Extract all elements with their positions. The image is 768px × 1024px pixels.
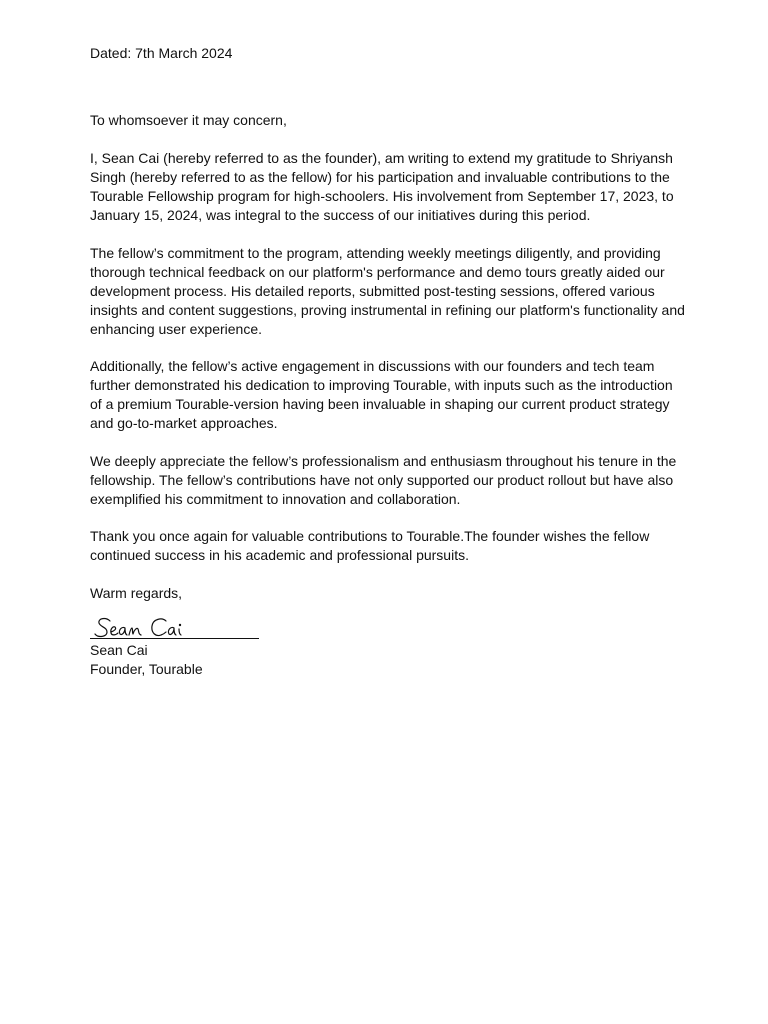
text-line: Tourable Fellowship program for high-schoolers. His involvement from September 17, 2023, to [90,187,674,204]
paragraph-commitment [90,244,690,339]
paragraph-thanks [90,527,690,565]
text-line: The fellow’s commitment to the program, attending weekly meetings diligently, and providing [90,245,661,261]
letter-date: Dated: 7th March 2024 [90,45,233,61]
letter-salutation: To whomsoever it may concern, [90,112,287,128]
text-line: fellowship. The fellow’s contributions have not only supported our product rollout but have also [90,471,674,488]
text-line: development process. His detailed reports, submitted post-testing sessions, offered various [90,282,655,299]
text-line: Additionally, the fellow’s active engagement in discussions with our founders and tech team [90,358,655,374]
text-line: continued success in his academic and professional pursuits. [90,546,469,563]
text-line: I, Sean Cai (hereby referred to as the founder), am writing to extend my gratitude to Shriyansh [90,150,673,166]
text-line: Singh (hereby referred to as the fellow) for his participation and invaluable contributions to the [90,168,670,185]
text-line: Thank you once again for valuable contributions to Tourable.The founder wishes the fellow [90,528,650,544]
text-line: thorough technical feedback on our platform's performance and demo tours greatly aided our [90,263,665,280]
text-line: enhancing user experience. [90,320,263,337]
handwritten-signature [90,612,260,640]
signature-line [90,638,259,639]
text-line: exemplified his commitment to innovation and collaboration. [90,490,461,507]
text-line: and go-to-market approaches. [90,414,278,431]
letter-closing: Warm regards, [90,585,183,601]
paragraph-gratitude [90,149,690,225]
text-line: of a premium Tourable-version having been invaluable in shaping our current product strategy [90,395,670,412]
paragraph-appreciation [90,452,690,509]
signer-name: Sean Cai [90,642,148,658]
paragraph-engagement [90,357,690,433]
text-line: January 15, 2024, was integral to the success of our initiatives during this period. [90,206,591,223]
text-line: further demonstrated his dedication to improving Tourable, with inputs such as the introduction [90,376,673,393]
text-line: We deeply appreciate the fellow’s professionalism and enthusiasm throughout his tenure in the [90,453,677,469]
signer-title: Founder, Tourable [90,661,203,677]
text-line: insights and content suggestions, proving instrumental in refining our platform's functionality and [90,301,685,318]
